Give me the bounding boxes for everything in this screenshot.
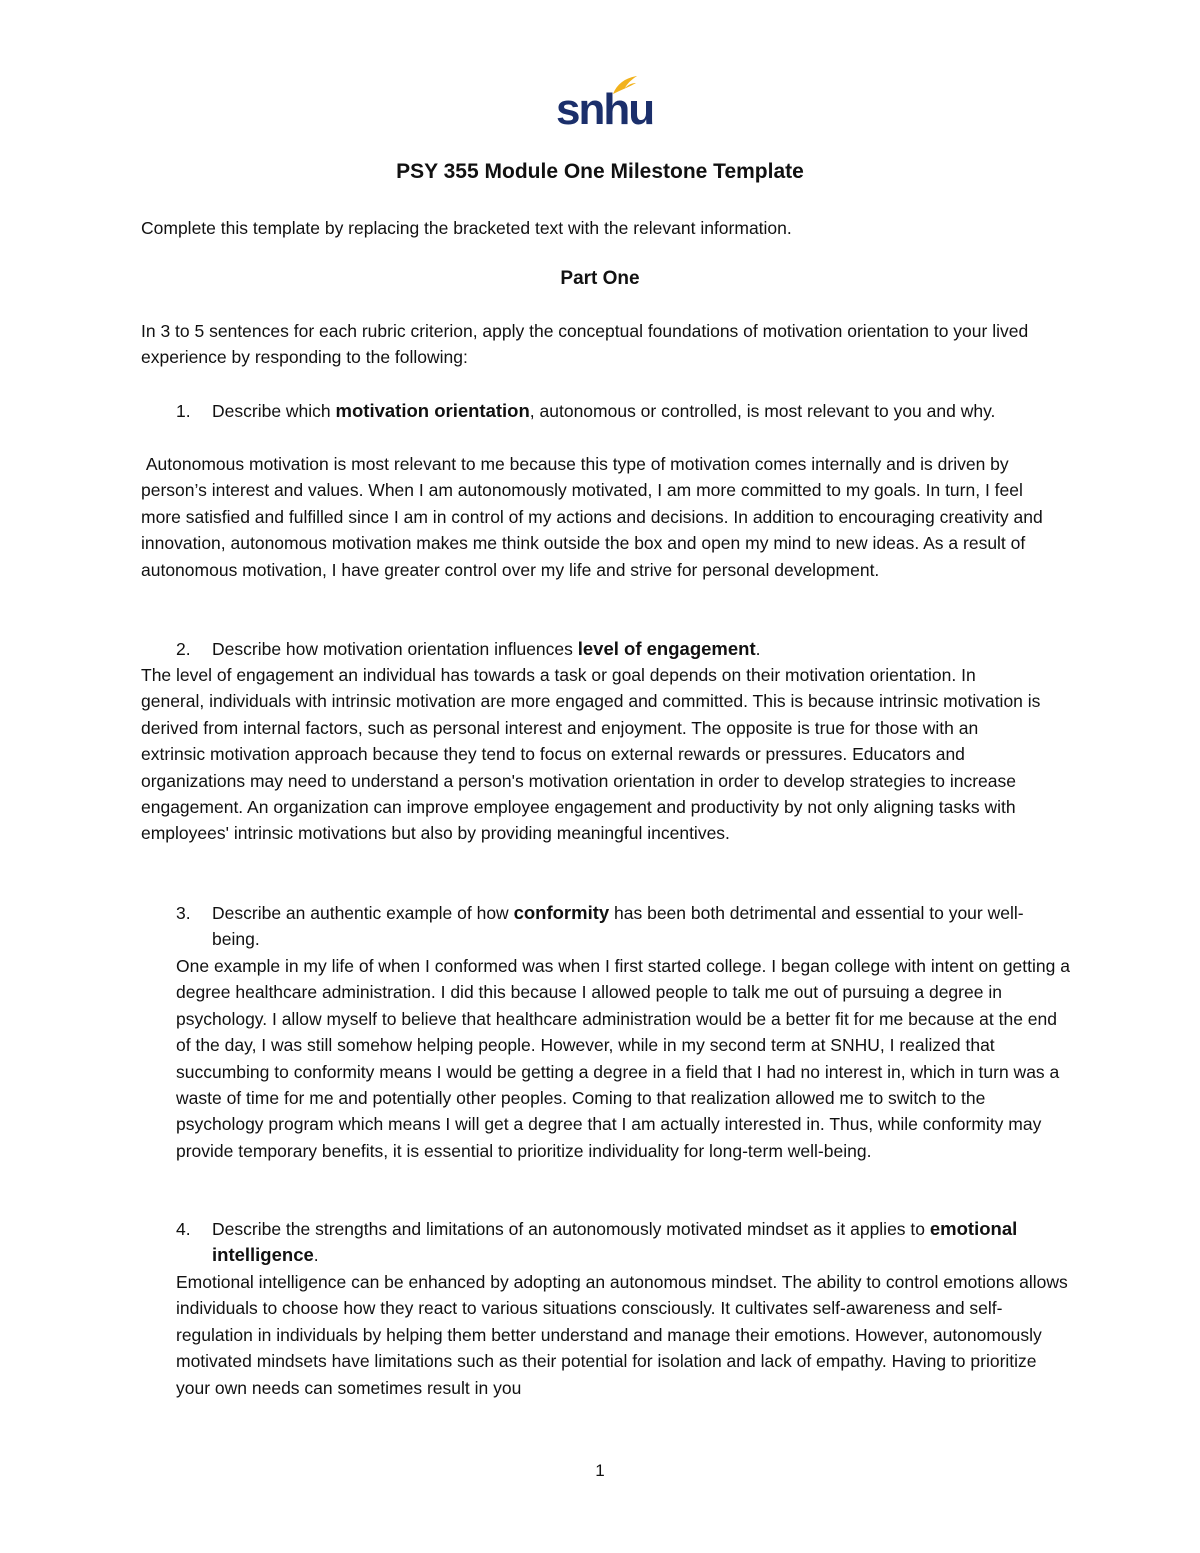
question-number: 3.	[176, 903, 191, 923]
answer-3: One example in my life of when I conformed was when I first started college. I began college with intent on getting a degree healthcare administration. I did this because I allowed people to talk me out of pursuing a degree in psychology. I allow myself to believe that healthcare administration would be a better fit for me because at the end of the day, I was still somehow helping people. However, while in my second term at SNHU, I realized that succumbing to conformity means I would be getting a degree in a field that I had no interest in, which in turn was a waste of time for me and potentially other peoples. Coming to that realization allowed me to switch to the psychology program which means I will get a degree that I am actually interested in. Thus, while conformity may provide temporary benefits, it is essential to prioritize individuality for long-term well-being.	[176, 956, 1070, 1161]
question-text: Describe an authentic example of how conformity has been both detrimental and essential to your well-being.	[212, 902, 1024, 950]
question-text: Describe how motivation orientation influences level of engagement.	[212, 638, 761, 659]
question-number: 4.	[176, 1219, 191, 1239]
snhu-logo	[556, 74, 654, 134]
answer-4: Emotional intelligence can be enhanced by adopting an autonomous mindset. The ability to control emotions allows individuals to choose how they react to various situations consciously. It cultivates self-awareness and self-regulation in individuals by helping them better understand and manage their emotions. However, autonomously motivated mindsets have limitations such as their potential for isolation and lack of empathy. Having to prioritize your own needs can sometimes result in you	[176, 1272, 1068, 1398]
question-number: 2.	[176, 639, 191, 659]
answer-2: The level of engagement an individual has towards a task or goal depends on their motivation orientation. In general, individuals with intrinsic motivation are more engaged and committed. This is because intrinsic motivation is derived from internal factors, such as personal interest and enjoyment. The opposite is true for those with an extrinsic motivation approach because they tend to focus on external rewards or pressures. Educators and organizations may need to understand a person's motivation orientation in order to develop strategies to increase engagement. An organization can improve employee engagement and productivity by not only aligning tasks with employees' intrinsic motivations but also by providing meaningful incentives.	[141, 665, 1041, 844]
section-title: Part One	[560, 268, 640, 289]
page-number: 1	[595, 1461, 605, 1480]
question-text: Describe which motivation orientation, autonomous or controlled, is most relevant to you and why.	[212, 400, 996, 421]
question-keyword: motivation orientation	[335, 400, 530, 421]
answer-1: Autonomous motivation is most relevant to me because this type of motivation comes internally and is driven by person’s interest and values. When I am autonomously motivated, I am more committed to my goals. In turn, I feel more satisfied and fulfilled since I am in control of my actions and decisions. In addition to encouraging creativity and innovation, autonomous motivation makes me think outside the box and open my mind to new ideas. As a result of autonomous motivation, I have greater control over my life and strive for personal development.	[141, 454, 1048, 580]
question-keyword: conformity	[513, 902, 610, 923]
question-keyword: level of engagement	[577, 638, 756, 659]
question-text: Describe the strengths and limitations of an autonomously motivated mindset as it applies to emotional intelligence.	[212, 1218, 1018, 1266]
question-number: 1.	[176, 401, 191, 421]
page-title: PSY 355 Module One Milestone Template	[396, 160, 804, 183]
logo-wordmark: snhu	[556, 85, 654, 134]
lead-text: In 3 to 5 sentences for each rubric criterion, apply the conceptual foundations of motivation orientation to your lived experience by responding to the following:	[141, 321, 1029, 368]
question-keyword: emotional intelligence	[212, 1218, 1018, 1266]
intro-text: Complete this template by replacing the bracketed text with the relevant information.	[141, 218, 792, 238]
